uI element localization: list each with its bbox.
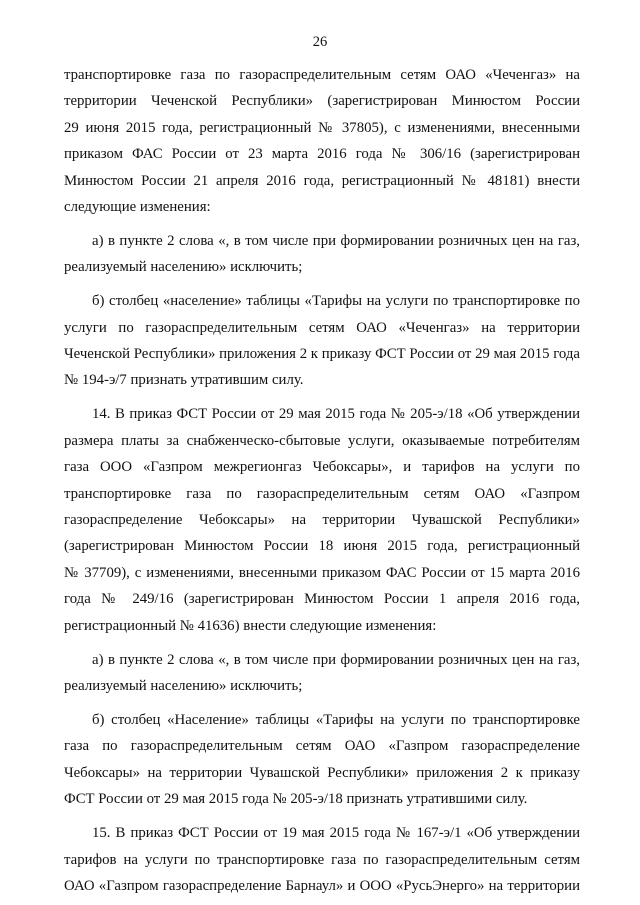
text-line: транспортировке газа по газораспределительным сетям ОАО «Газпром	[64, 485, 580, 502]
text-line: услуги по газораспределительным сетям ОАО «Чеченгаз» на территории	[64, 319, 580, 336]
text-line: № 37709), с изменениями, внесенными приказом ФАС России от 15 марта 2016	[64, 564, 580, 581]
paragraph-item-13b	[64, 288, 580, 394]
page-number: 26	[312, 34, 328, 50]
text-line: транспортировке газа по газораспределительным сетям ОАО «Чеченгаз» на	[64, 67, 580, 83]
text-line: Чеченской Республики» приложения 2 к приказу ФСТ России от 29 мая 2015 года	[64, 346, 580, 363]
paragraph-item-14	[64, 401, 580, 639]
text-line: регистрационный № 41636) внести следующие изменения:	[64, 617, 437, 634]
text-line: года № 249/16 (зарегистрирован Минюстом России 1 апреля 2016 года,	[64, 591, 580, 608]
text-line: № 194-э/7 признать утратившим силу.	[64, 372, 304, 389]
text-line: газа ООО «Газпром межрегионгаз Чебоксары», и тарифов на услуги по	[64, 459, 580, 476]
text-line: 15. В приказ ФСТ России от 19 мая 2015 года № 167-э/1 «Об утверждении	[92, 825, 580, 842]
paragraph-continuation	[64, 62, 580, 220]
text-line: размера платы за снабженческо-сбытовые услуги, оказываемые потребителям	[64, 432, 580, 449]
text-line: б) столбец «население» таблицы «Тарифы на услуги по транспортировке по	[92, 293, 580, 310]
text-line: территории Чеченской Республики» (зарегистрирован Минюстом России	[64, 93, 580, 110]
text-line: 29 июня 2015 года, регистрационный № 37805), с изменениями, внесенными	[64, 119, 580, 136]
text-line: тарифов на услуги по транспортировке газа по газораспределительным сетям	[64, 851, 580, 868]
text-line: 14. В приказ ФСТ России от 29 мая 2015 года № 205-э/18 «Об утверждении	[92, 406, 580, 423]
text-line: (зарегистрирован Минюстом России 18 июня 2015 года, регистрационный	[64, 538, 580, 555]
paragraph-item-13a	[64, 228, 580, 281]
document-body	[64, 62, 580, 899]
text-line: реализуемый населению» исключить;	[64, 259, 303, 276]
text-line: реализуемый населению» исключить;	[64, 677, 303, 694]
text-line: приказом ФАС России от 23 марта 2016 года № 306/16 (зарегистрирован	[64, 146, 580, 163]
text-line: ФСТ России от 29 мая 2015 года № 205-э/18 признать утратившими силу.	[64, 791, 528, 808]
text-line: газораспределение Чебоксары» на территории Чувашской Республики»	[64, 512, 580, 529]
text-line: ОАО «Газпром газораспределение Барнаул» и ООО «РусьЭнерго» на территории	[64, 877, 580, 894]
text-line: Минюстом России 21 апреля 2016 года, регистрационный № 48181) внести	[64, 172, 580, 189]
text-line: б) столбец «Население» таблицы «Тарифы на услуги по транспортировке	[92, 711, 580, 728]
text-line: газа по газораспределительным сетям ОАО «Газпром газораспределение	[64, 738, 580, 755]
text-line: а) в пункте 2 слова «, в том числе при формировании розничных цен на газ,	[92, 651, 580, 668]
paragraph-item-15	[64, 820, 580, 899]
paragraph-item-14b	[64, 707, 580, 813]
text-line: следующие изменения:	[64, 198, 211, 215]
paragraph-item-14a	[64, 647, 580, 700]
text-line: Чебоксары» на территории Чувашской Республики» приложения 2 к приказу	[64, 764, 580, 781]
text-line: а) в пункте 2 слова «, в том числе при формировании розничных цен на газ,	[92, 232, 580, 249]
